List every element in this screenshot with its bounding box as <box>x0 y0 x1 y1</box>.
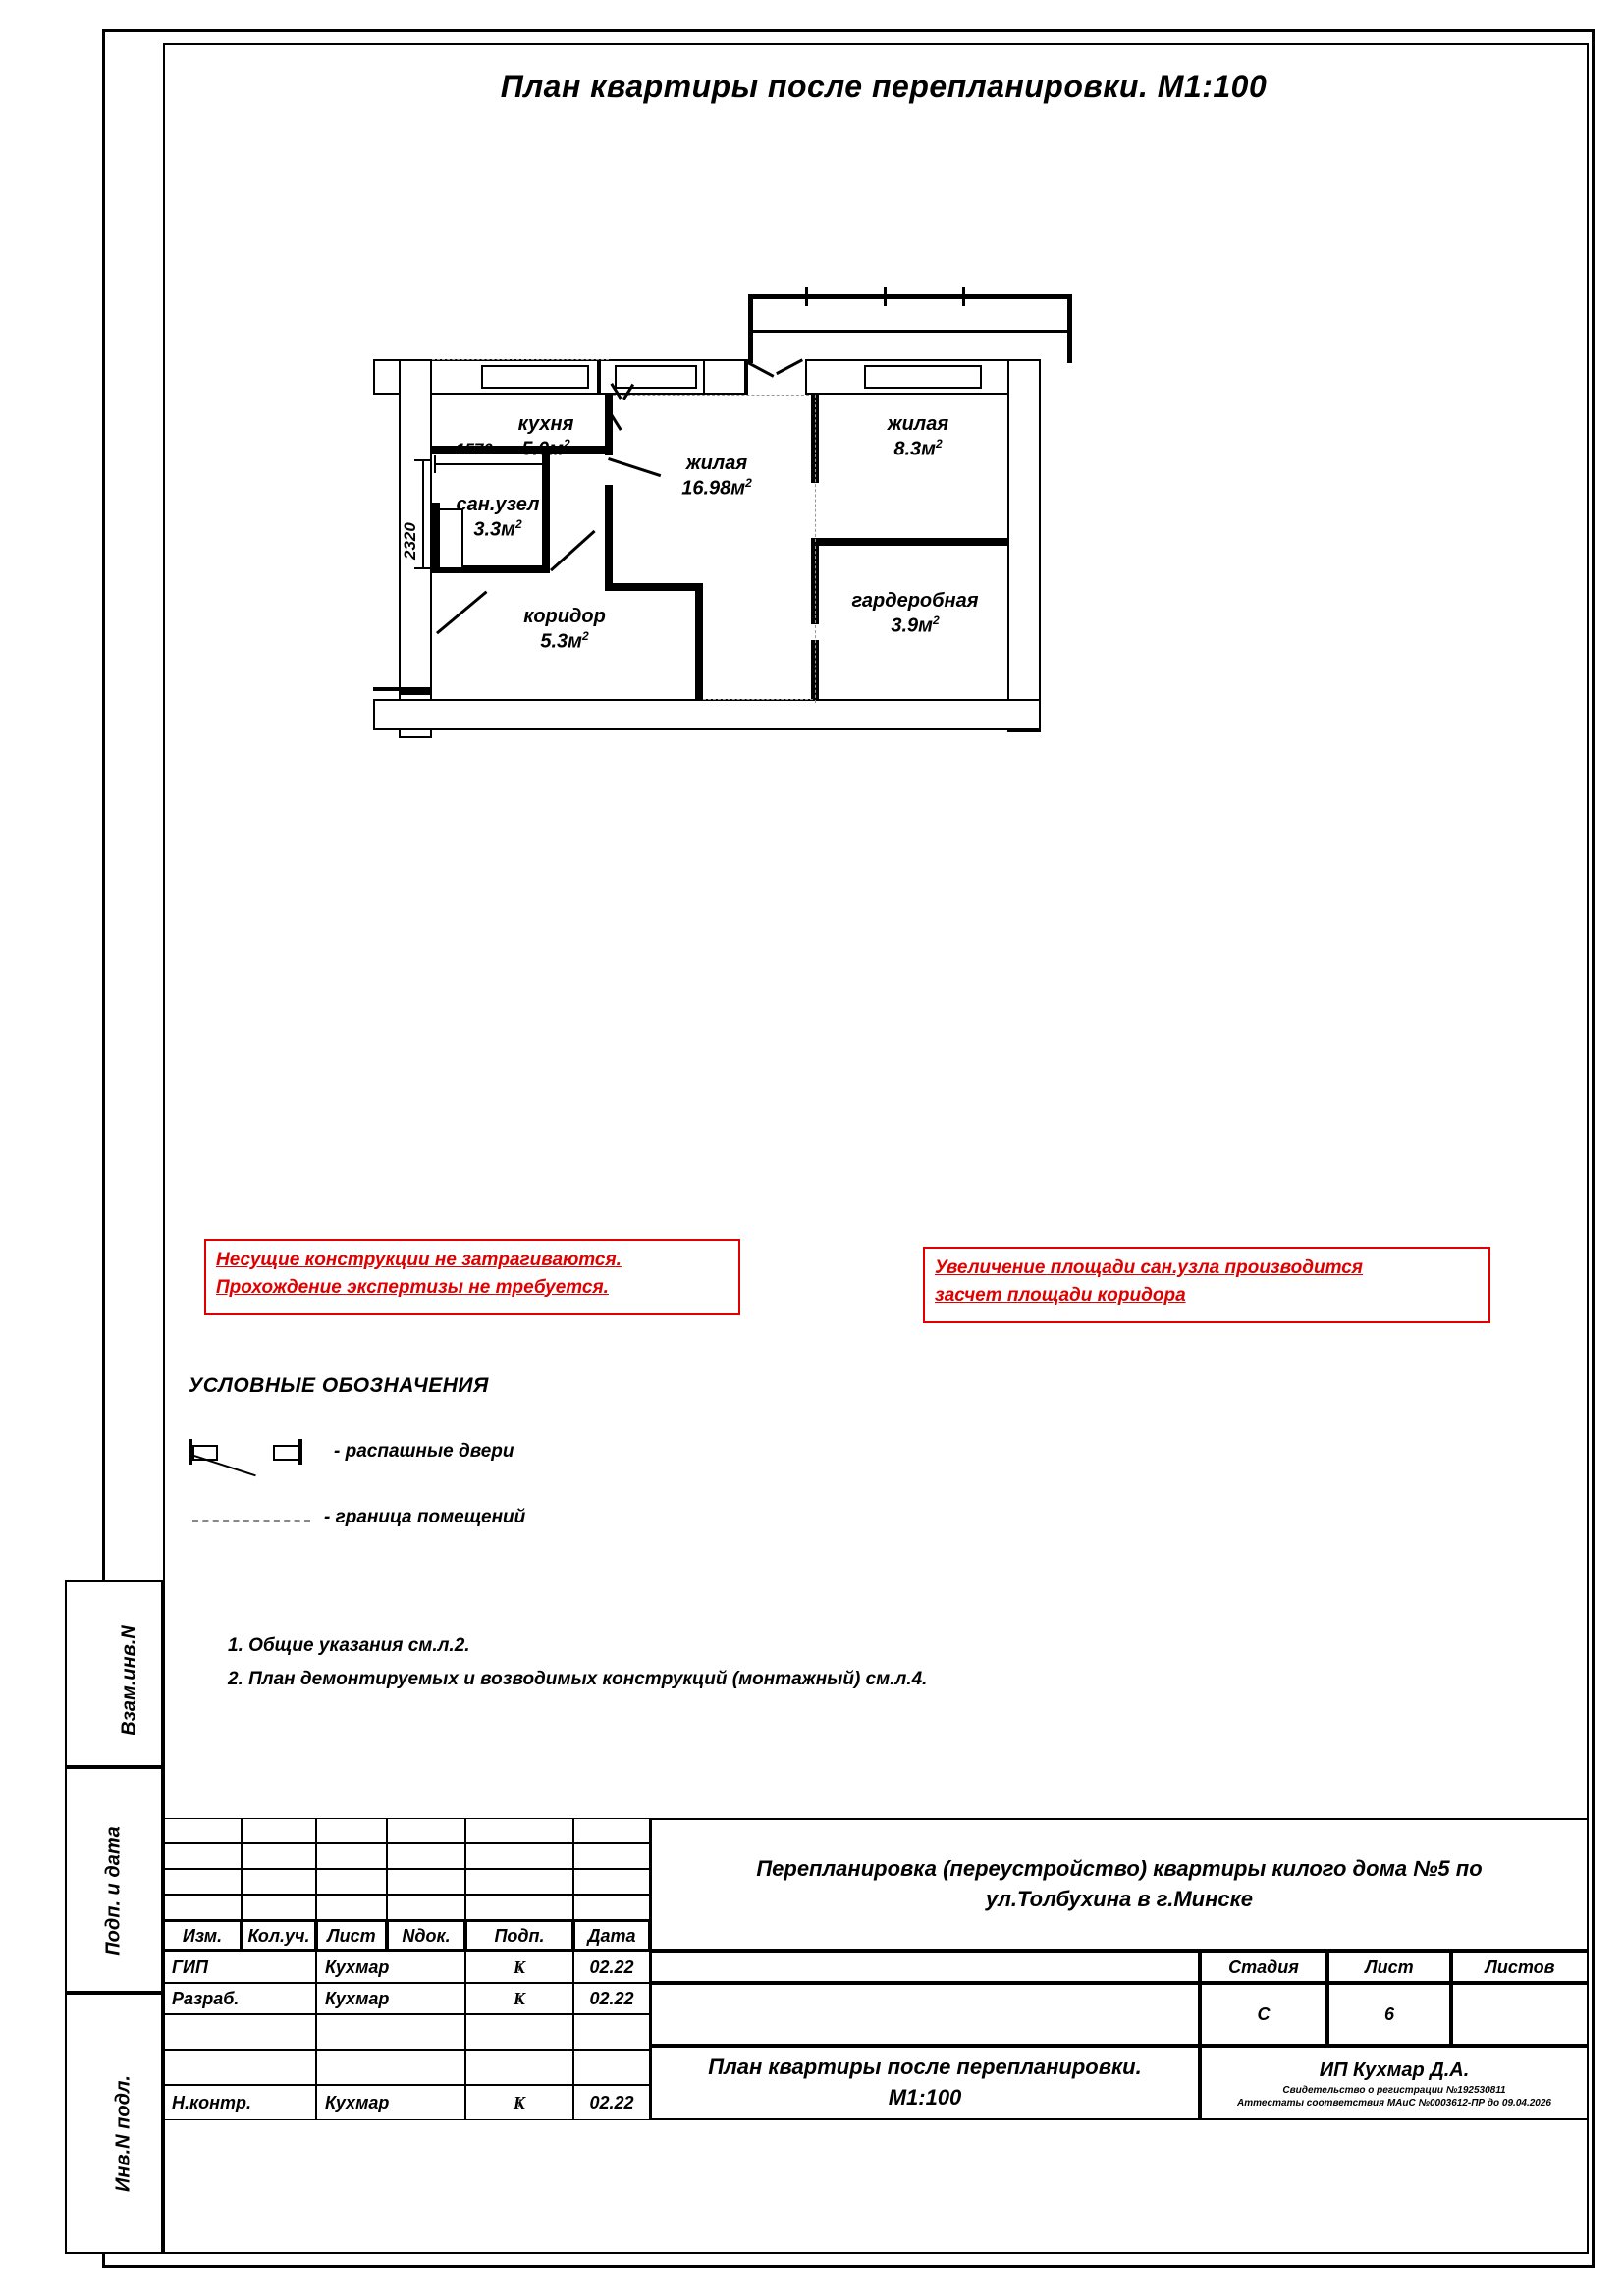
room-name: коридор <box>523 606 606 627</box>
role-label-empty2 <box>163 2050 316 2085</box>
room-area: $5.3м^2$ <box>540 629 589 653</box>
firm-attestation: Аттестаты соответствия МАиС №0003612-ПР до 09.04.2026 <box>1237 2098 1551 2109</box>
wall-segment <box>884 287 887 306</box>
room-label-bathroom <box>434 493 562 543</box>
legend-item-boundary: - граница помещений <box>324 1507 526 1527</box>
side-stamp-vzam-label: Взам.инв.N <box>118 1625 140 1735</box>
revision-cell <box>242 1895 316 1920</box>
dimension-line-horizontal <box>434 463 548 465</box>
room-label-living-second <box>825 412 1011 462</box>
side-stamp-podp-label: Подп. и дата <box>102 1826 125 1956</box>
room-name: сан.узел <box>456 494 540 515</box>
role-label-nkontr: Н.контр. <box>163 2085 316 2120</box>
room-label-corridor <box>481 605 648 655</box>
revision-cell <box>573 1869 650 1895</box>
stage-header-listov: Листов <box>1451 1951 1589 1983</box>
side-stamp-vzam <box>65 1580 163 1767</box>
dimension-tick <box>414 567 432 569</box>
legend-item-doors: - распашные двери <box>334 1441 514 1462</box>
room-name: жилая <box>887 413 949 435</box>
revision-cell <box>465 1843 573 1869</box>
side-stamp-inv-label: Инв.N подл. <box>112 2075 135 2192</box>
interior-wall-corridor-right <box>605 583 703 591</box>
stage-value-listov <box>1451 1983 1589 2046</box>
revision-cell <box>465 1869 573 1895</box>
room-area: $8.3м^2$ <box>893 437 943 460</box>
sheet-name <box>650 2046 1200 2120</box>
revision-cell <box>573 1895 650 1920</box>
role-date-empty1 <box>573 2014 650 2050</box>
room-area: $5.0м^2$ <box>521 437 570 460</box>
legend-boundary-symbol <box>192 1520 310 1525</box>
room-boundary-dash <box>815 546 816 703</box>
exterior-wall-right <box>1007 359 1041 732</box>
revision-cell <box>573 1818 650 1843</box>
wall-segment <box>373 687 432 691</box>
window-top-1 <box>481 365 589 389</box>
revision-header-podp: Подп. <box>465 1920 573 1951</box>
revision-cell <box>316 1843 387 1869</box>
revision-cell <box>387 1869 465 1895</box>
role-name-razrab: Кухмар <box>316 1983 465 2014</box>
room-boundary-dash <box>815 395 816 542</box>
room-name: кухня <box>517 413 574 435</box>
role-name-empty2 <box>316 2050 465 2085</box>
general-note-1: 1. Общие указания см.л.2. <box>228 1635 470 1656</box>
legend-door-symbol <box>189 1435 326 1474</box>
revision-cell <box>316 1895 387 1920</box>
note-line: Несущие конструкции не затрагиваются. <box>216 1250 622 1270</box>
role-sign-gip: Ҝ <box>465 1951 573 1983</box>
firm-registration: Свидетельство о регистрации №192530811 <box>1282 2084 1506 2096</box>
door-leaf-corridor <box>436 591 487 635</box>
revision-cell <box>242 1869 316 1895</box>
role-label-gip: ГИП <box>163 1951 316 1983</box>
role-sign-nkontr: Ҝ <box>465 2085 573 2120</box>
revision-cell <box>465 1818 573 1843</box>
role-name-empty1 <box>316 2014 465 2050</box>
revision-header-list: Лист <box>316 1920 387 1951</box>
revision-cell <box>163 1869 242 1895</box>
revision-cell <box>387 1895 465 1920</box>
interior-wall-wardrobe-top <box>811 538 1007 546</box>
general-note-2: 2. План демонтируемых и возводимых конструкций (монтажный) см.л.4. <box>228 1669 928 1690</box>
role-label-razrab: Разраб. <box>163 1983 316 2014</box>
role-sign-razrab: Ҝ <box>465 1983 573 2014</box>
room-area: $3.3м^2$ <box>473 517 522 541</box>
room-name: жилая <box>685 453 748 474</box>
exterior-wall-bottom <box>373 699 1041 730</box>
revision-cell <box>573 1843 650 1869</box>
object-title-line1: Перепланировка (переустройство) квартиры килого дома №5 по <box>756 1856 1483 1882</box>
role-sign-empty1 <box>465 2014 573 2050</box>
dimension-2320: 2320 <box>401 522 419 560</box>
wall-segment <box>1067 294 1072 363</box>
sheet-name-blank <box>650 1983 1200 2046</box>
wall-segment <box>776 358 803 375</box>
note-box-left <box>204 1239 740 1315</box>
role-date-razrab: 02.22 <box>573 1983 650 2014</box>
room-area: $3.9м^2$ <box>891 614 940 637</box>
note-box-right <box>923 1247 1490 1323</box>
room-name: гардеробная <box>851 590 979 612</box>
revision-header-koluch: Кол.уч. <box>242 1920 316 1951</box>
firm-block <box>1200 2046 1589 2120</box>
room-boundary-dash <box>703 699 813 700</box>
wall-segment <box>748 294 753 363</box>
role-date-nkontr: 02.22 <box>573 2085 650 2120</box>
room-label-living-main <box>619 452 815 502</box>
role-name-nkontr: Кухмар <box>316 2085 465 2120</box>
room-area: $16.98м^2$ <box>681 476 752 500</box>
object-title-line2: ул.Толбухина в г.Минске <box>986 1887 1253 1911</box>
room-boundary-dash <box>432 359 609 360</box>
role-name-gip: Кухмар <box>316 1951 465 1983</box>
wall-segment <box>748 330 1072 333</box>
revision-cell <box>163 1818 242 1843</box>
revision-cell <box>242 1818 316 1843</box>
wall-segment <box>748 294 1072 299</box>
role-date-gip: 02.22 <box>573 1951 650 1983</box>
note-line: засчет площади коридора <box>935 1284 1186 1306</box>
dimension-tick <box>414 459 432 461</box>
note-line: Прохождение экспертизы не требуется. <box>216 1276 609 1298</box>
note-line: Увеличение площади сан.узла производится <box>935 1257 1363 1278</box>
room-boundary-dash <box>613 395 809 396</box>
interior-wall-corridor-right2 <box>695 583 703 699</box>
exterior-wall-top-mid2 <box>703 359 748 395</box>
stage-header-stadia: Стадия <box>1200 1951 1327 1983</box>
window-top-2 <box>615 365 697 389</box>
sheet-name-line2: М1:100 <box>888 2085 962 2109</box>
sheet-name-line1: План квартиры после перепланировки. <box>708 2055 1142 2080</box>
revision-cell <box>242 1843 316 1869</box>
role-label-empty1 <box>163 2014 316 2050</box>
revision-cell <box>163 1843 242 1869</box>
interior-wall-kitchen-right2 <box>605 485 613 583</box>
revision-cell <box>387 1818 465 1843</box>
revision-header-ndok: Nдок. <box>387 1920 465 1951</box>
firm-name: ИП Кухмар Д.А. <box>1319 2058 1470 2081</box>
dimension-line-vertical <box>422 459 424 569</box>
revision-cell <box>163 1895 242 1920</box>
revision-cell <box>316 1869 387 1895</box>
wall-segment <box>747 361 775 378</box>
role-sign-empty2 <box>465 2050 573 2085</box>
title-block <box>163 1818 1589 2254</box>
floor-plan <box>373 275 1394 1021</box>
object-title <box>650 1818 1589 1951</box>
dimension-tick <box>434 455 436 473</box>
stage-value-stadia: С <box>1200 1983 1327 2046</box>
revision-cell <box>465 1895 573 1920</box>
revision-header-data: Дата <box>573 1920 650 1951</box>
wall-segment <box>805 287 808 306</box>
window-top-3 <box>864 365 982 389</box>
revision-cell <box>316 1818 387 1843</box>
legend-title: УСЛОВНЫЕ ОБОЗНАЧЕНИЯ <box>189 1374 489 1397</box>
role-date-empty2 <box>573 2050 650 2085</box>
stage-value-list: 6 <box>1327 1983 1451 2046</box>
stage-header-list: Лист <box>1327 1951 1451 1983</box>
dimension-1570: 1570 <box>456 440 493 458</box>
general-notes <box>228 1629 927 1696</box>
room-label-wardrobe <box>817 589 1013 639</box>
page-title: План квартиры после перепланировки. М1:100 <box>500 69 1268 104</box>
room-label-kitchen <box>467 412 624 462</box>
wall-segment <box>962 287 965 306</box>
stage-blank <box>650 1951 1200 1983</box>
revision-cell <box>387 1843 465 1869</box>
revision-header-izm: Изм. <box>163 1920 242 1951</box>
